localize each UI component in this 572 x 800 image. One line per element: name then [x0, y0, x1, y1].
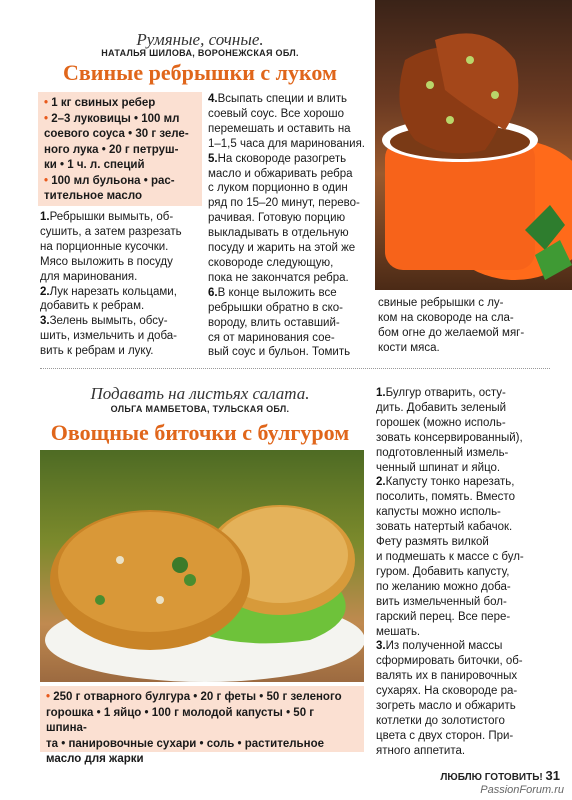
step-line: вый соус и бульон. Томить [208, 346, 351, 359]
recipe2-author: ОЛЬГА МАМБЕТОВА, ТУЛЬСКАЯ ОБЛ. [110, 404, 290, 414]
step-line: 1.Булгур отварить, осту- [376, 387, 506, 399]
patties-illustration [40, 450, 364, 682]
ingredient-line: ного лука • 20 г петруш- [44, 143, 179, 156]
step-line: 3.Зелень вымыть, обсу- [40, 315, 168, 328]
recipe1-title: Свиные ребрышки с луком [63, 60, 337, 85]
recipe1-author: НАТАЛЬЯ ШИЛОВА, ВОРОНЕЖСКАЯ ОБЛ. [101, 48, 299, 58]
ingredient-line: • 100 мл бульона • рас- [44, 174, 175, 187]
step-line: 3.Из полученной массы [376, 640, 503, 653]
step-line: капусты можно исполь- [376, 506, 501, 519]
step-line: перемешать и оставить на [208, 122, 351, 135]
step-line: для маринования. [40, 270, 138, 283]
step-line: свиные ребрышки с лу- [378, 297, 504, 309]
step-line: 6.В конце выложить все [208, 286, 337, 299]
step-line: ряд по 15–20 минут, перево- [208, 197, 360, 210]
step-line: 2.Лук нарезать кольцами, [40, 285, 177, 298]
step-line: гарский перец. Все пере- [376, 610, 511, 623]
step-line: вить измельченный бол- [376, 595, 507, 608]
ingredient-line: • 250 г отварного булгура • 20 г феты • 50 г зеленого [46, 691, 342, 703]
step-line: Фету размять вилкой [376, 536, 489, 549]
step-line: ребрышки обратно в ско- [208, 301, 343, 314]
step-line: масло и обжаривать ребра [208, 167, 353, 180]
recipe2-tagline: Подавать на листьях салата. [90, 384, 310, 403]
patties-photo [40, 450, 364, 682]
ribs-illustration [375, 0, 572, 290]
recipe2-ingredients [40, 686, 364, 765]
step-line: гуром. Добавить капусту, [376, 565, 510, 578]
ingredient-line: горошка • 1 яйцо • 100 г молодой капусты • 50 г шпина- [46, 706, 315, 734]
step-line: 5.На сковороде разогреть [208, 152, 347, 165]
ingredient-line: • 2–3 луковицы • 100 мл [44, 112, 180, 125]
ingredient-line: • 1 кг свиных ребер [44, 97, 156, 109]
step-line: вороду, влить оставший- [208, 316, 340, 329]
ingredient-line: та • панировочные сухари • соль • растительное [46, 737, 324, 750]
step-line: сушить, а затем разрезать [40, 225, 182, 238]
step-line: зовать консервированный), [376, 431, 523, 444]
step-line: горошек (можно исполь- [376, 416, 506, 429]
step-line: 1–1,5 часа для маринования. [208, 137, 365, 150]
step-line: на порционные кусочки. [40, 240, 169, 253]
recipe2-title: Овощные биточки с булгуром [50, 420, 350, 445]
step-line: зогреть масло и обжарить [376, 700, 516, 713]
recipe1-tagline: Румяные, сочные. [136, 30, 264, 49]
step-line: мешать. [376, 625, 421, 638]
ingredient-line: масло для жарки [46, 753, 144, 765]
watermark: PassionForum.ru [480, 784, 564, 796]
magazine-name: ЛЮБЛЮ ГОТОВИТЬ! [440, 772, 543, 783]
page-footer [400, 768, 560, 783]
section-divider [40, 368, 550, 369]
step-line: вить к ребрам и луку. [40, 345, 154, 358]
step-line: добавить к ребрам. [40, 300, 145, 313]
step-line: 1.Ребрышки вымыть, об- [40, 211, 174, 223]
ribs-photo [375, 0, 572, 290]
recipe1-steps-col2 [208, 92, 372, 360]
step-line: сухарях. На сковороде ра- [376, 685, 518, 698]
recipe1-steps-col3 [378, 296, 548, 356]
page-number: 31 [545, 768, 560, 783]
recipe2-steps [376, 386, 548, 759]
step-line: бом огне до желаемой мяг- [378, 326, 525, 339]
step-line: соевый соус. Все хорошо [208, 107, 345, 120]
step-line: кости мяса. [378, 341, 440, 354]
step-line: цвета с двух сторон. При- [376, 729, 514, 742]
step-line: сформировать биточки, об- [376, 655, 523, 668]
ingredient-line: тительное масло [44, 190, 142, 202]
step-line: пока не закончатся ребра. [208, 271, 349, 284]
step-line: посолить, помять. Вместо [376, 491, 515, 504]
step-line: и подмешать к массе с бул- [376, 550, 524, 563]
step-line: ченный шпинат и яйцо. [376, 461, 501, 474]
step-line: 4.Всыпать специи и влить [208, 93, 347, 105]
step-line: зовать натертый кабачок. [376, 521, 513, 534]
step-line: подготовленный измель- [376, 446, 509, 459]
step-line: выкладывать в отдельную [208, 227, 349, 240]
step-line: с луком порционно в один [208, 182, 348, 195]
step-line: рачивая. Готовую порцию [208, 212, 346, 225]
step-line: ятного аппетита. [376, 744, 466, 757]
step-line: посуду и жарить на этой же [208, 242, 356, 255]
step-line: сковороде следующую, [208, 256, 334, 269]
step-line: по желанию можно доба- [376, 580, 511, 593]
step-line: 2.Капусту тонко нарезать, [376, 476, 515, 489]
ingredient-line: соевого соуса • 30 г зеле- [44, 128, 189, 140]
step-line: Мясо выложить в посуду [40, 255, 173, 268]
step-line: ком на сковороде на сла- [378, 311, 514, 324]
step-line: котлетки до золотистого [376, 714, 505, 727]
step-line: валять их в панировочных [376, 670, 518, 683]
step-line: дить. Добавить зеленый [376, 401, 507, 414]
step-line: ся от маринования сое- [208, 331, 335, 344]
recipe1-steps-col1 [40, 210, 206, 359]
step-line: шить, измельчить и доба- [40, 330, 177, 343]
ingredient-line: ки • 1 ч. л. специй [44, 159, 145, 171]
recipe1-ingredients [38, 92, 202, 206]
